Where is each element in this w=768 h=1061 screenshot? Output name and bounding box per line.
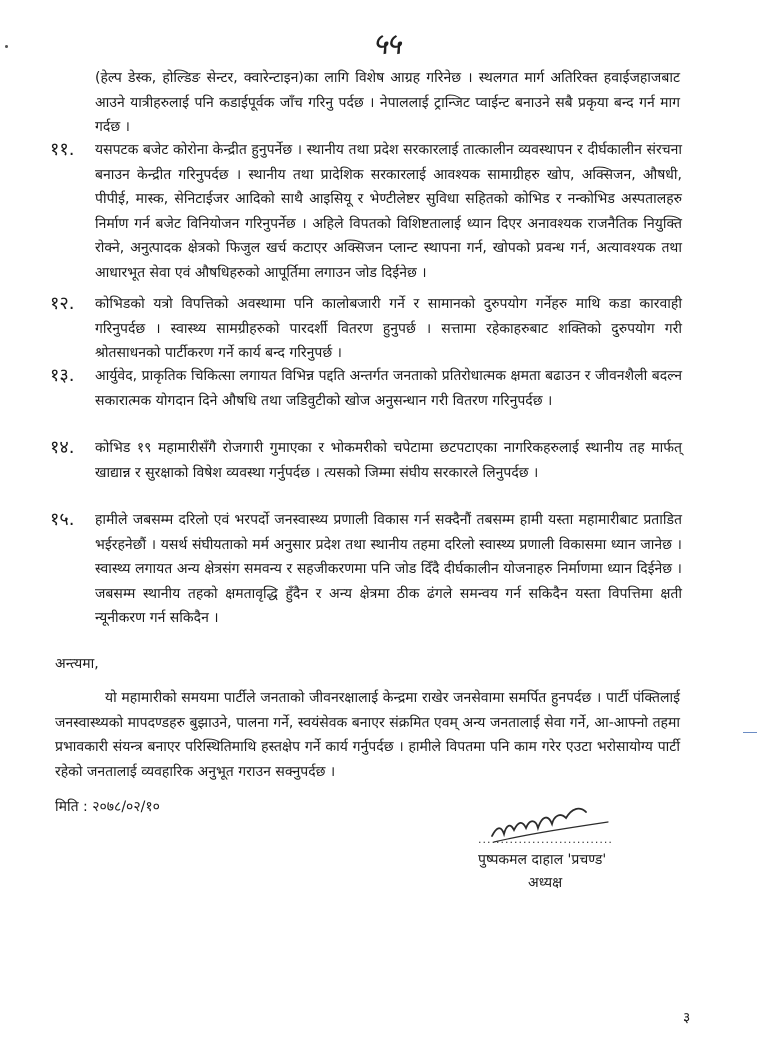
item-text: यसपटक बजेट कोरोना केन्द्रीत हुनुपर्नेछ । स्थानीय तथा प्रदेश सरकारलाई तात्कालीन व्यवस्थापन र दीर्घकालीन संरचना बनाउन केन्द्रीत गरिनुपर्दछ । स्थानीय तथा प्रादेशिक सरकारलाई आवश्यक सामाग्रीहरु खोप, अक्सिजन, औषधी, पीपीई, मास्क, सेनिटाईजर आदिको साथै आइसियू र भेण्टीलेष्टर सुविधा सहितको कोभिड र नन्कोभिड अस्पतालहरु निर्माण गर्न बजेट विनियोजन गरिनुपर्नेछ । अहिले विपतको विशिष्टतालाई ध्यान दिएर अनावश्यक राजनैतिक नियुक्ति रोक्ने, अनुत्पादक क्षेत्रको फिजुल खर्च कटाएर अक्सिजन प्लान्ट स्थापना गर्न, खोपको प्रवन्ध गर्न, अत्यावश्यक तथा आधारभूत सेवा एवं औषधिहरुको आपूर्तिमा लगाउन जोड दिईनेछ । bbox=[95, 142, 682, 281]
page-number: ३ bbox=[683, 1010, 691, 1026]
signatory-title: अध्यक्ष bbox=[528, 875, 563, 891]
date-line: मिति : २०७८/०२/१० bbox=[55, 799, 160, 815]
list-item-15 bbox=[50, 508, 682, 631]
list-item-12 bbox=[50, 292, 682, 366]
item-text: हामीले जबसम्म दरिलो एवं भरपर्दो जनस्वास्थ्य प्रणाली विकास गर्न सक्दैनौं तबसम्म हामी यस्ता महामारीबाट प्रताडित भईरहनेछौं । यसर्थ संघीयताको मर्म अनुसार प्रदेश तथा स्थानीय तहमा दरिलो स्वास्थ्य प्रणाली विकासमा ध्यान जानेछ । स्वास्थ्य लगायत अन्य क्षेत्रसंग समवन्य र सहजीकरणमा पनि जोड दिँदै दीर्घकालीन योजनाहरु निर्माणमा ध्यान दिईनेछ । जबसम्म स्थानीय तहको क्षमतावृद्धि हुँदैन र अन्य क्षेत्रमा ठीक ढंगले समन्वय गर्न सकिदैन यस्ता विपत्तिमा क्षती न्यूनीकरण गर्न सकिदैन । bbox=[95, 512, 682, 626]
signatory-name: पुष्पकमल दाहाल 'प्रचण्ड' bbox=[478, 852, 607, 868]
opening-paragraph: (हेल्प डेस्क, होल्डिङ सेन्टर, क्वारेन्टाइन)का लागि विशेष आग्रह गरिनेछ । स्थलगत मार्ग अतिरिक्त हवाईजहाजबाट आउने यात्रीहरुलाई पनि कडाईपूर्वक जाँच गरिनु पर्दछ । नेपाललाई ट्रान्जिट प्वाईन्ट बनाउने सबै प्रकृया बन्द गर्न माग गर्दछ । bbox=[95, 70, 680, 135]
handwritten-page-number: ५५ bbox=[372, 27, 400, 62]
item-number: १५. bbox=[50, 509, 75, 530]
item-number: १३. bbox=[50, 365, 75, 386]
item-text: कोभिडको यत्रो विपत्तिको अवस्थामा पनि कालोबजारी गर्ने र सामानको दुरुपयोग गर्नेहरु माथि कडा कारवाही गरिनुपर्दछ । स्वास्थ्य सामग्रीहरुको पारदर्शी वितरण हुनुपर्छ । सत्तामा रहेकाहरुबाट शक्तिको दुरुपयोग गरी श्रोतसाधनको पार्टीकरण गर्ने कार्य बन्द गरिनुपर्छ । bbox=[95, 296, 682, 361]
scan-speck bbox=[743, 732, 757, 733]
list-item-11 bbox=[50, 138, 682, 285]
item-number: १२. bbox=[50, 293, 75, 314]
closing-paragraph: यो महामारीको समयमा पार्टीले जनताको जीवनरक्षालाई केन्द्रमा राखेर जनसेवामा समर्पित हुनपर्दछ । पार्टी पंक्तिलाई जनस्वास्थ्यको मापदण्डहरु बुझाउने, पालना गर्ने, स्वयंसेवक बनाएर संक्रमित एवम् अन्य जनतालाई सेवा गर्ने, आ-आफ्नो तहमा प्रभावकारी संयन्त्र बनाएर परिस्थितिमाथि हस्तक्षेप गर्ने कार्य गर्नुपर्दछ । हामीले विपतमा पनि काम गरेर एउटा भरोसायोग्य पार्टी रहेको जनतालाई व्यवहारिक अनुभूत गराउन सक्नुपर्दछ । bbox=[55, 690, 680, 780]
item-text: कोभिड १९ महामारीसँगै रोजगारी गुमाएका र भोकमरीको चपेटामा छटपटाएका नागरिकहरुलाई स्थानीय तह मार्फत् खाद्यान्न र सुरक्षाको विषेश व्यवस्था गर्नुपर्दछ । त्यसको जिम्मा संघीय सरकारले लिनुपर्दछ । bbox=[95, 440, 682, 481]
list-item-14 bbox=[50, 436, 682, 485]
item-number: ११. bbox=[50, 139, 75, 160]
item-number: १४. bbox=[50, 437, 75, 458]
signature-line: .............................. bbox=[478, 833, 613, 846]
closing-word: अन्त्यमा, bbox=[55, 656, 99, 672]
scan-speck bbox=[5, 45, 8, 48]
item-text: आर्युवेद, प्राकृतिक चिकित्सा लगायत विभिन्न पद्दति अन्तर्गत जनताको प्रतिरोधात्मक क्षमता बढाउन र जीवनशैली बदल्न सकारात्मक योगदान दिने औषधि तथा जडिवुटीको खोज अनुसन्धान गरी वितरण गरिनुपर्दछ । bbox=[95, 368, 682, 409]
list-item-13 bbox=[50, 364, 682, 413]
